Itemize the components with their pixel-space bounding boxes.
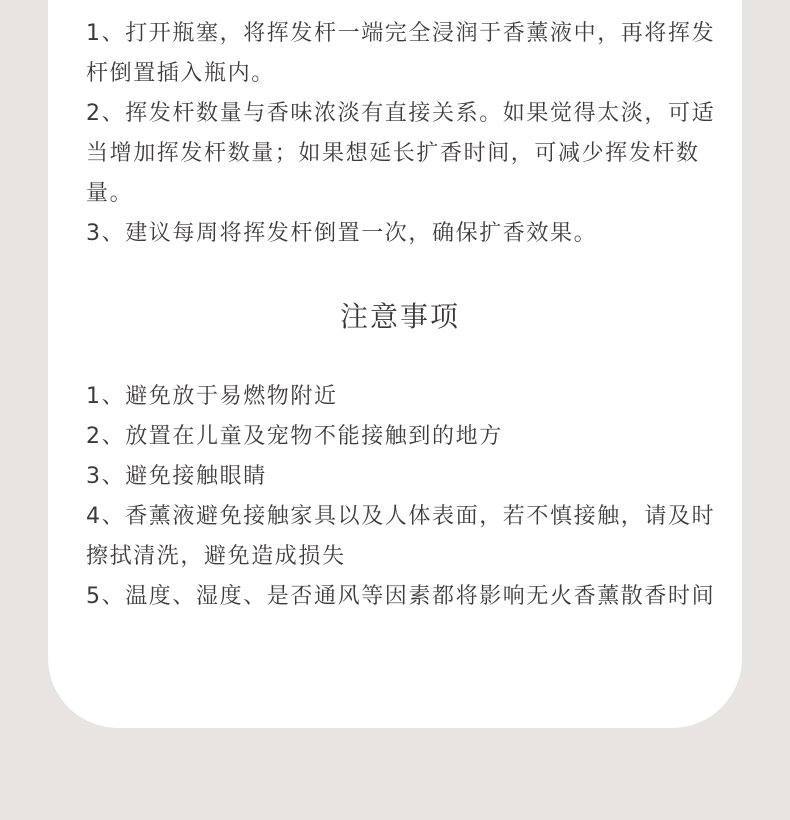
notice-item: 1、避免放于易燃物附近 xyxy=(86,384,338,409)
notice-title: 注意事项 xyxy=(339,300,460,333)
notice-item: 3、避免接触眼睛 xyxy=(86,464,267,489)
usage-step: 2、挥发杆数量与香味浓淡有直接关系。如果觉得太淡，可适当增加挥发杆数量；如果想延长扩香时间，可减少挥发杆数量。 xyxy=(86,101,716,206)
usage-step: 3、建议每周将挥发杆倒置一次，确保扩香效果。 xyxy=(86,221,598,246)
usage-steps xyxy=(86,14,720,254)
notice-item: 5、温度、湿度、是否通风等因素都将影响无火香薰散香时间 xyxy=(86,584,716,609)
notice-list xyxy=(86,377,720,617)
usage-step: 1、打开瓶塞，将挥发杆一端完全浸润于香薰液中，再将挥发杆倒置插入瓶内。 xyxy=(86,21,716,86)
instructions-content xyxy=(86,14,720,617)
notice-item: 4、香薰液避免接触家具以及人体表面，若不慎接触，请及时擦拭清洗，避免造成损失 xyxy=(86,504,716,569)
notice-item: 2、放置在儿童及宠物不能接触到的地方 xyxy=(86,424,503,449)
